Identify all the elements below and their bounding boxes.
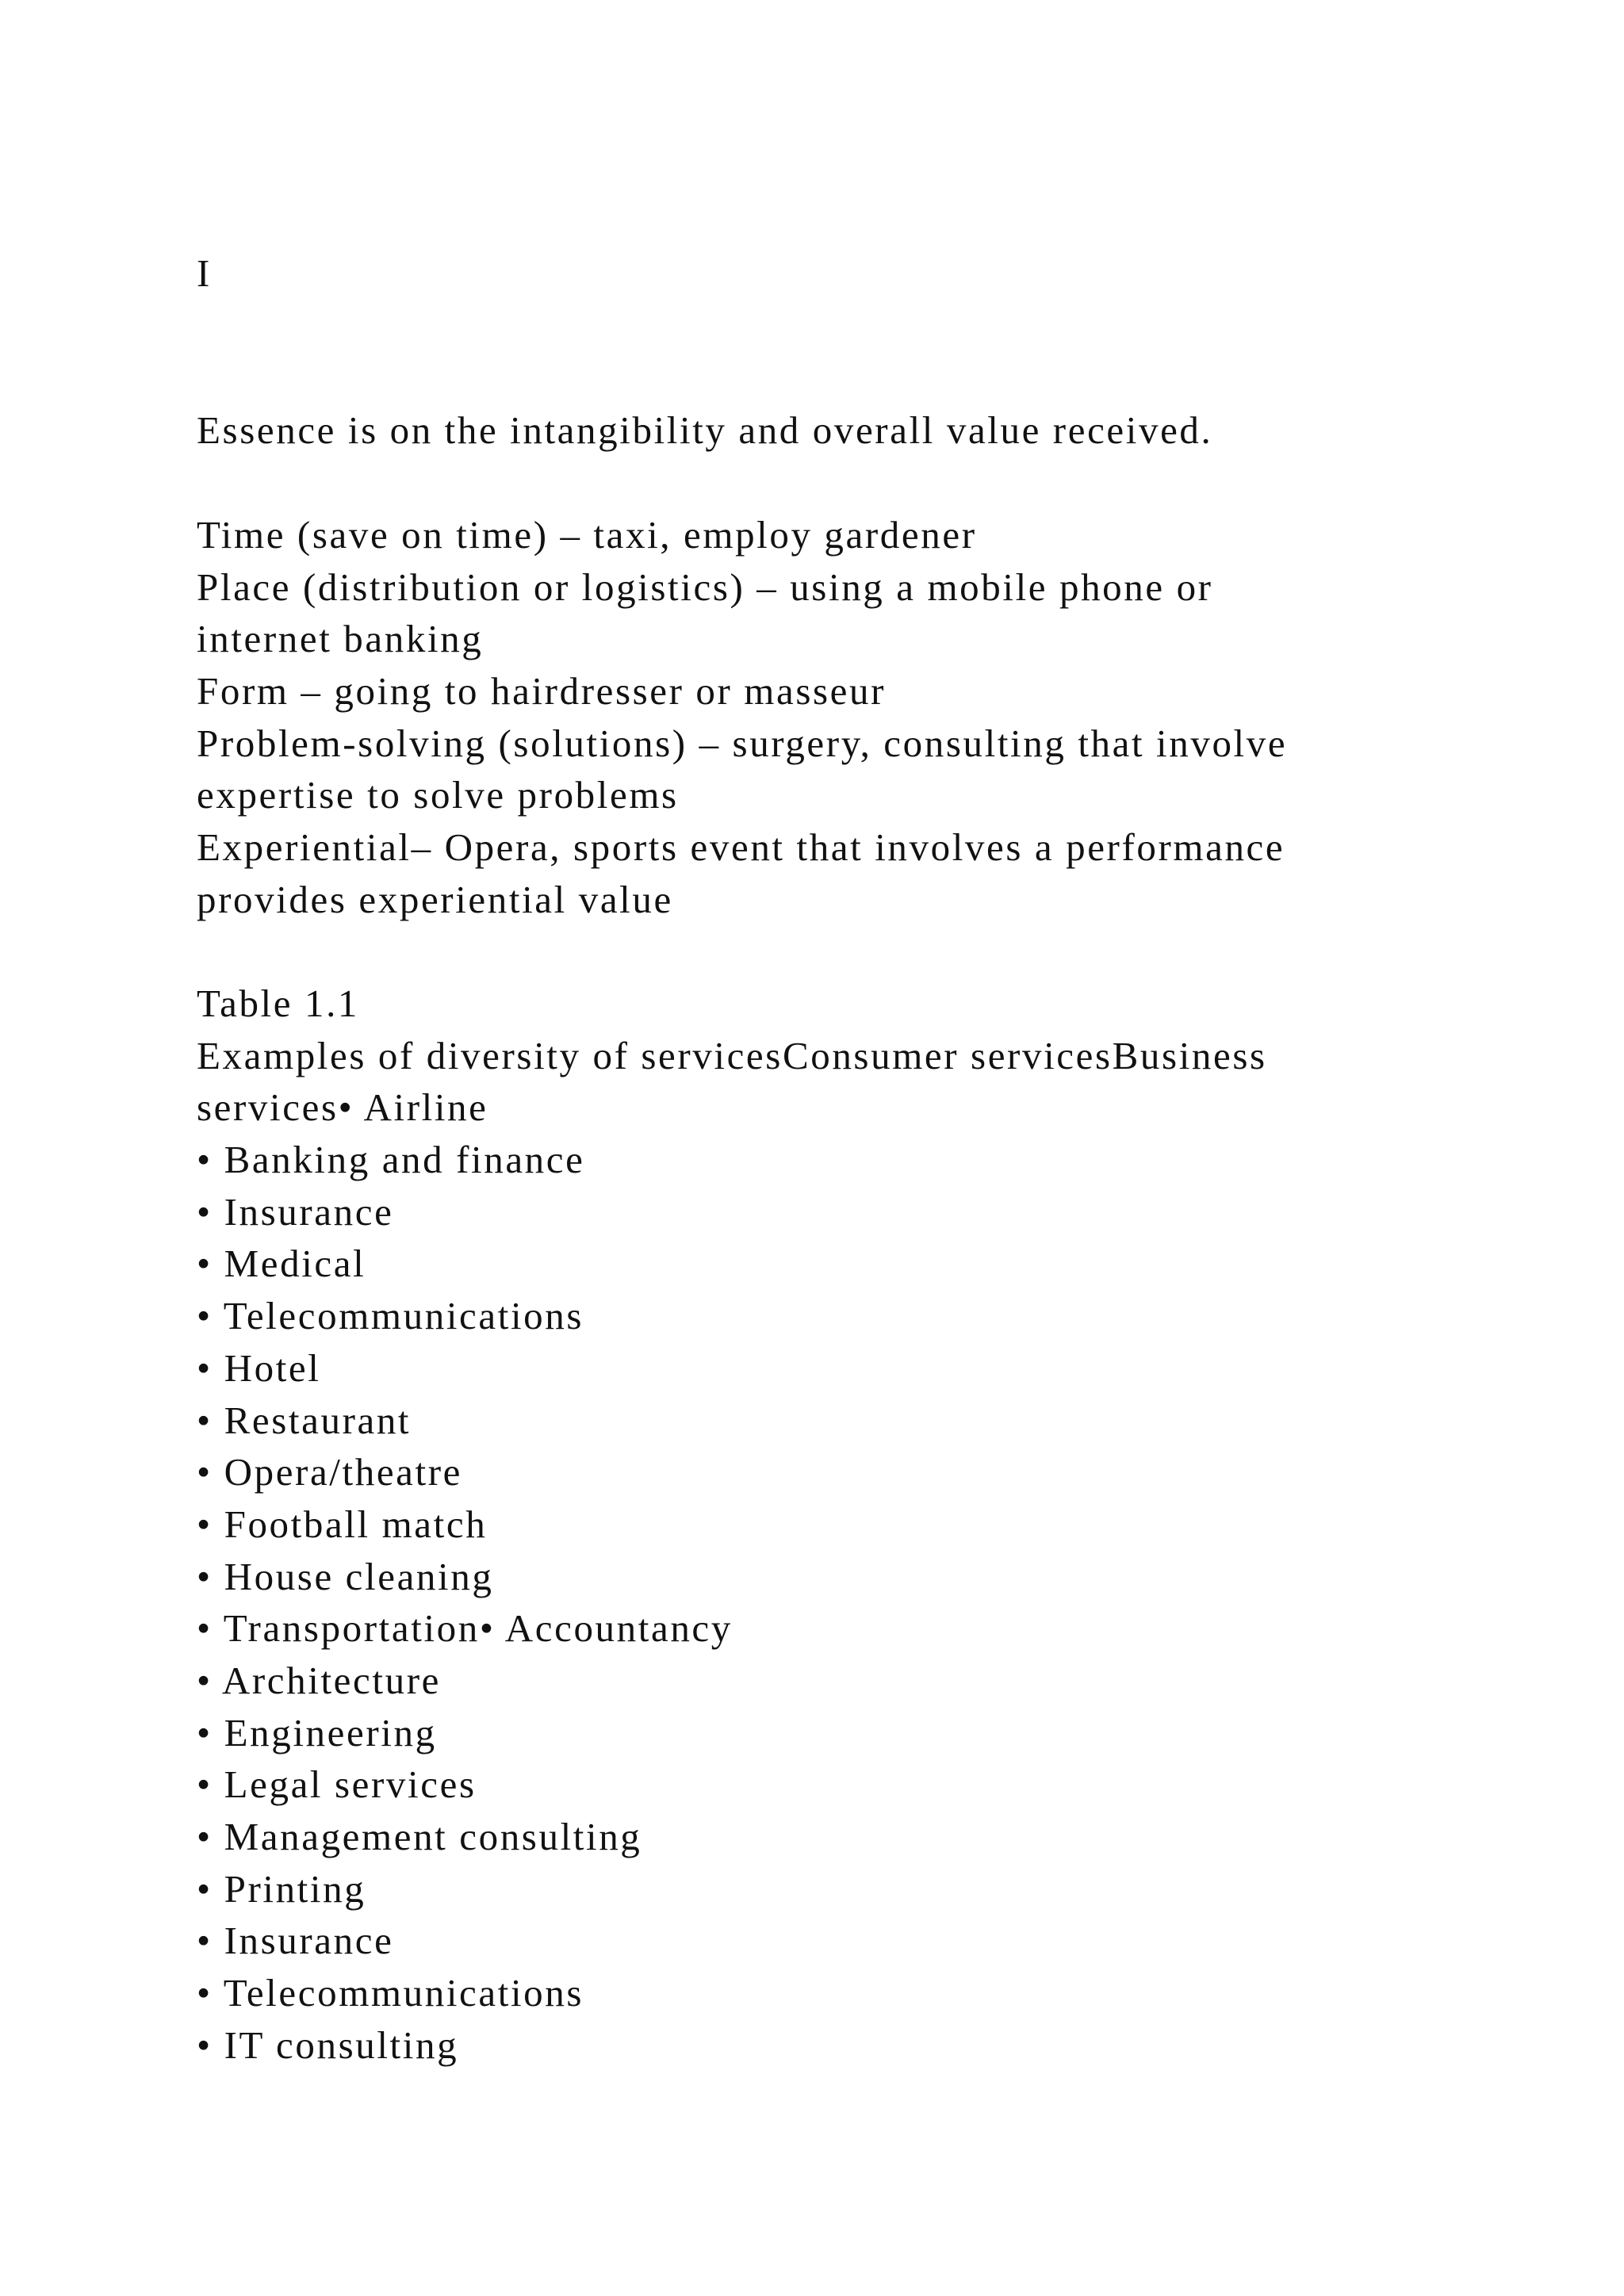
heading-text: I [197,251,212,295]
list-item: • Football match [197,1502,488,1546]
value-type-line: Time (save on time) – taxi, employ gardener [197,513,977,557]
list-item: • Management consulting [197,1815,642,1858]
list-item: • Banking and finance [197,1138,585,1182]
list-item: • Telecommunications [197,1294,584,1338]
list-item: • House cleaning [197,1554,494,1598]
value-type-line: internet banking [197,617,484,661]
list-item: • Engineering [197,1710,437,1755]
value-type-line: Experiential– Opera, sports event that involves a performance [197,825,1285,870]
table-caption: Examples of diversity of servicesConsumer servicesBusiness [197,1033,1267,1077]
list-item: • Transportation• Accountancy [197,1606,733,1651]
value-type-line: expertise to solve problems [197,773,679,817]
list-item: • Insurance [197,1189,394,1234]
list-item: • Hotel [197,1345,321,1390]
table-caption: services• Airline [197,1085,488,1130]
value-type-line: Form – going to hairdresser or masseur [197,669,887,714]
value-types-list [197,509,1287,926]
essence-text: Essence is on the intangibility and overall value received. [197,408,1213,452]
value-type-line: Place (distribution or logistics) – using a mobile phone or [197,564,1213,609]
table-label: Table 1.1 [197,982,360,1025]
services-table [197,978,1267,2071]
essence-paragraph [197,404,1212,457]
list-item: • Medical [197,1242,366,1286]
value-type-line: provides experiential value [197,877,673,921]
list-item: • IT consulting [197,2022,459,2067]
list-item: • Architecture [197,1658,441,1702]
list-item: • Insurance [197,1919,394,1963]
list-item: • Legal services [197,1762,477,1807]
section-heading [197,247,212,300]
list-item: • Restaurant [197,1398,412,1442]
list-item: • Telecommunications [197,1971,584,2015]
list-item: • Printing [197,1866,366,1911]
list-item: • Opera/theatre [197,1450,463,1494]
value-type-line: Problem-solving (solutions) – surgery, consulting that involve [197,721,1288,765]
